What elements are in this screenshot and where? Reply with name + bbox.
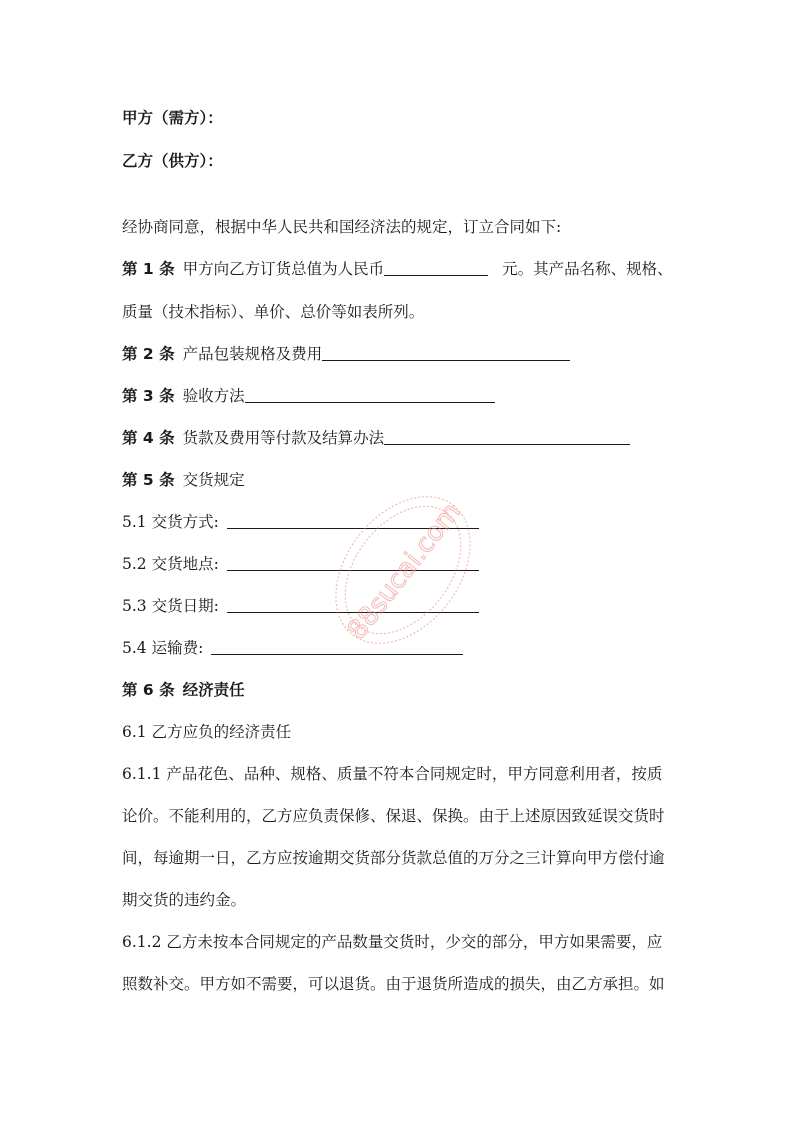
article-3-number: 第 3 条	[122, 387, 175, 405]
watermark-stamp	[308, 490, 498, 650]
article-6-1-1-line4: 期交货的违约金。	[122, 891, 247, 909]
article-4-number: 第 4 条	[122, 429, 175, 447]
article-6-1: 6.1 乙方应负的经济责任	[122, 723, 292, 741]
article-1-blank[interactable]	[384, 259, 488, 276]
article-2-text: 产品包装规格及费用	[182, 345, 323, 363]
article-5-text: 交货规定	[182, 471, 245, 489]
article-4	[122, 427, 630, 449]
article-4-blank[interactable]	[384, 428, 630, 445]
article-6-1-2-line2: 照数补交。甲方如不需要，可以退货。由于退货所造成的损失，由乙方承担。如	[122, 975, 665, 993]
party-a-label: 甲方（需方）：	[122, 109, 223, 127]
article-6-number: 第 6 条	[122, 681, 175, 699]
article-1-number: 第 1 条	[122, 260, 175, 278]
article-6-1-1-line2: 论价。不能利用的，乙方应负责保修、保退、保换。由于上述原因致延误交货时	[122, 807, 665, 825]
article-6-1-2-line1: 6.1.2 乙方未按本合同规定的产品数量交货时，少交的部分，甲方如果需要，应	[122, 933, 663, 951]
article-5-1-label: 5.1 交货方式:	[122, 513, 219, 531]
party-b-label: 乙方（供方）：	[122, 152, 223, 170]
article-5	[122, 469, 245, 491]
article-1-text-after: 元。其产品名称、规格、	[502, 260, 673, 278]
article-2	[122, 343, 570, 365]
article-1-line2: 质量（技术指标）、单价、总价等如表所列。	[122, 303, 425, 321]
article-5-4-label: 5.4 运输费:	[122, 639, 204, 657]
article-2-number: 第 2 条	[122, 345, 175, 363]
article-2-blank[interactable]	[322, 344, 570, 361]
article-5-3-label: 5.3 交货日期:	[122, 597, 219, 615]
intro-text: 经协商同意，根据中华人民共和国经济法的规定，订立合同如下:	[122, 218, 562, 236]
article-6	[122, 679, 245, 701]
article-5-number: 第 5 条	[122, 471, 175, 489]
article-5-2-label: 5.2 交货地点:	[122, 555, 219, 573]
article-6-text: 经济责任	[182, 681, 245, 699]
article-6-1-1-line1: 6.1.1 产品花色、品种、规格、质量不符本合同规定时，甲方同意利用者，按质	[122, 765, 663, 783]
article-3-text: 验收方法	[182, 387, 245, 405]
article-1-text-before: 甲方向乙方订货总值为人民币	[182, 260, 385, 278]
article-4-text: 货款及费用等付款及结算办法	[182, 429, 385, 447]
article-6-1-1-line3: 间，每逾期一日，乙方应按逾期交货部分货款总值的万分之三计算向甲方偿付逾	[122, 849, 665, 867]
article-3	[122, 385, 495, 407]
article-3-blank[interactable]	[245, 386, 495, 403]
article-1	[122, 258, 673, 280]
watermark-text: 88sucai.com	[342, 497, 467, 646]
